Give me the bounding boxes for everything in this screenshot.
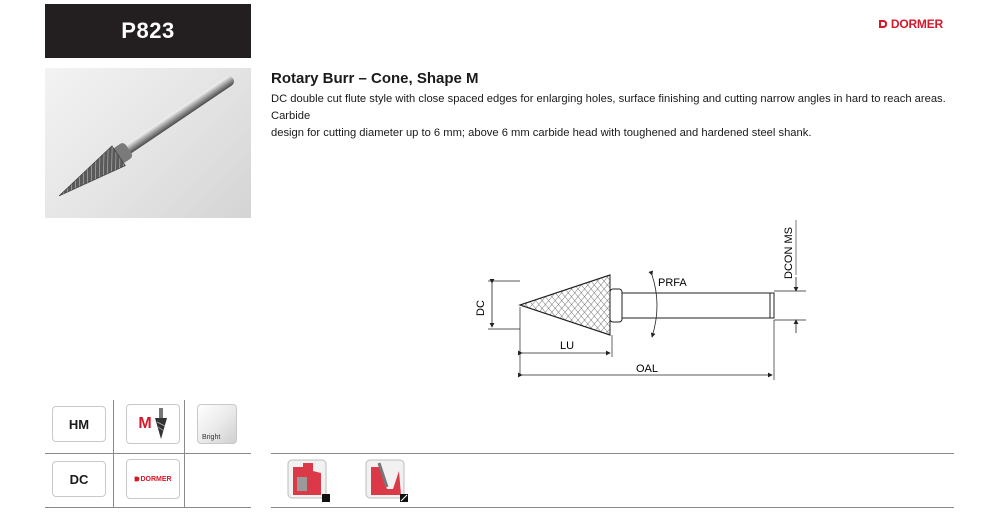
shape-badge: [126, 404, 180, 444]
spec-divider-2: [184, 400, 185, 507]
spec-rule-mid: [45, 453, 251, 454]
deburring-icon: [287, 459, 331, 503]
product-photo: [45, 68, 251, 218]
material-badge: [52, 406, 106, 442]
product-code: P823: [45, 4, 251, 58]
brand-small-text: DORMER: [140, 475, 172, 483]
oal-label: OAL: [635, 363, 659, 375]
application-icon-2: [365, 459, 409, 503]
dc-label: DC: [475, 300, 487, 316]
product-description: [271, 91, 971, 142]
finish-label: Bright: [202, 434, 221, 441]
shape-letter: M: [138, 415, 152, 432]
cut-badge: [52, 461, 106, 497]
cut-text: DC: [69, 471, 89, 487]
description-line-1: DC double cut flute style with close spaced edges for enlarging holes, surface finishing and cutting narrow angles in hard to reach areas. Carbide: [271, 93, 946, 122]
dormer-mark-icon: [878, 19, 888, 29]
finish-badge: [197, 404, 237, 444]
spec-divider-1: [113, 400, 114, 507]
table-rule-bottom: [271, 507, 954, 508]
dormer-logo: [878, 17, 943, 31]
prfa-label: PRFA: [658, 277, 687, 289]
dormer-small-logo: [134, 476, 171, 483]
dcon-ms-label: DCON MS: [783, 227, 795, 279]
table-rule-top: [271, 453, 954, 454]
description-line-2: design for cutting diameter up to 6 mm; above 6 mm carbide head with toughened and hardened steel shank.: [271, 127, 812, 139]
grooving-icon: [365, 459, 409, 503]
lu-label: LU: [559, 340, 575, 352]
material-text: HM: [68, 416, 90, 432]
burr-photo-image: [45, 68, 251, 218]
application-icon-1: [287, 459, 331, 503]
cone-burr-icon: [154, 408, 168, 440]
spec-rule-bottom: [45, 507, 251, 508]
product-title: Rotary Burr – Cone, Shape M: [271, 70, 479, 87]
brand-name: DORMER: [890, 17, 943, 31]
technical-drawing: [470, 215, 810, 390]
brand-badge: [126, 459, 180, 499]
